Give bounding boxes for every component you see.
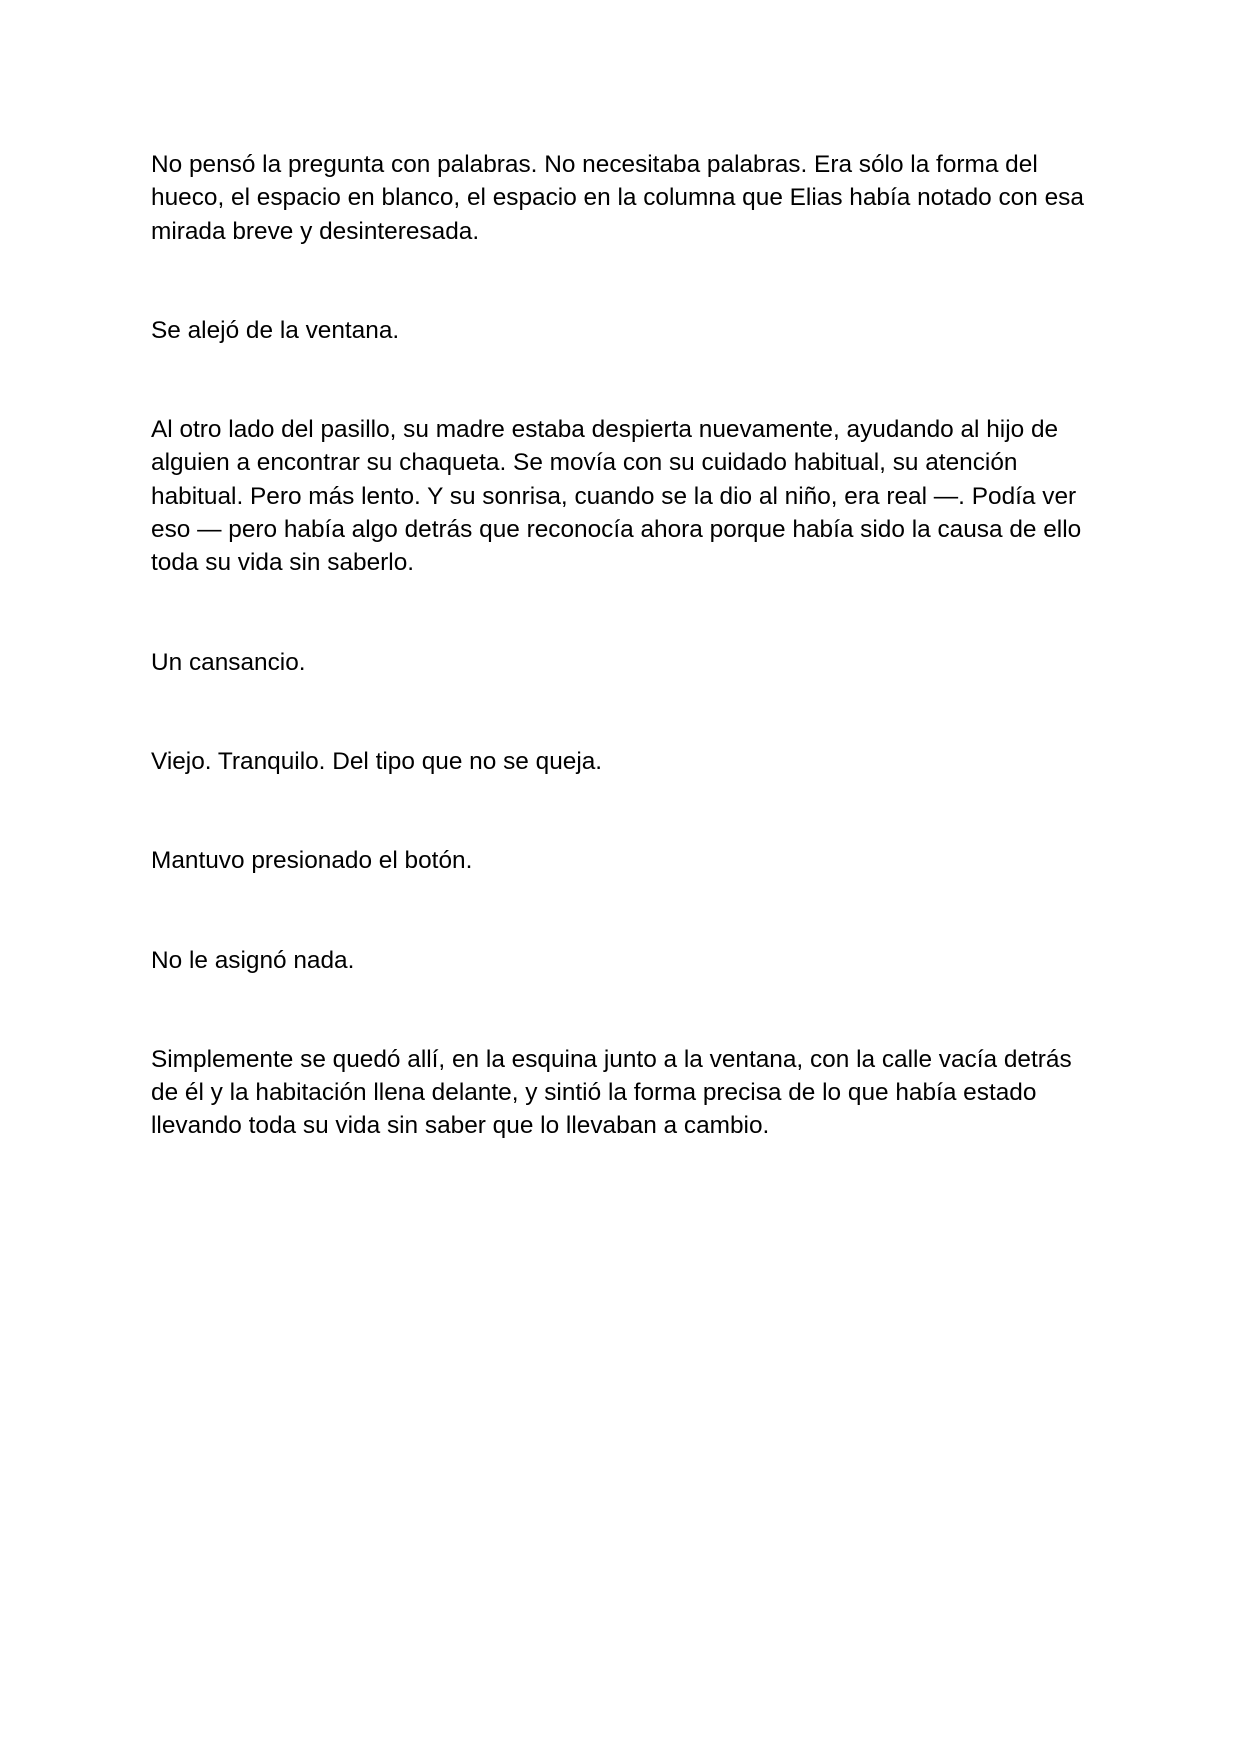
paragraph: Un cansancio. <box>151 648 306 676</box>
paragraph: No le asignó nada. <box>151 946 355 974</box>
paragraph: Simplemente se quedó allí, en la esquina junto a la ventana, con la calle vacía detrás de él y la habitación llena delante, y sintió la forma precisa de lo que había estado llevando toda su vida sin saber que lo llevaban a cambio. <box>151 1045 1072 1140</box>
paragraph: Mantuvo presionado el botón. <box>151 847 473 875</box>
paragraph: Al otro lado del pasillo, su madre estaba despierta nuevamente, ayudando al hijo de alguien a encontrar su chaqueta. Se movía con su cuidado habitual, su atención habitual. Pero más lento. Y su sonrisa, cuando se la dio al niño, era real —. Podía ver eso — pero había algo detrás que reconocía ahora porque había sido la causa de ello toda su vida sin saberlo. <box>151 416 1082 577</box>
paragraph: Se alejó de la ventana. <box>151 316 400 344</box>
paragraph: Viejo. Tranquilo. Del tipo que no se queja. <box>151 747 603 775</box>
paragraph: No pensó la pregunta con palabras. No necesitaba palabras. Era sólo la forma del hueco, el espacio en blanco, el espacio en la columna que Elias había notado con esa mirada breve y desinteresada. <box>151 151 1084 245</box>
document-body <box>151 148 1101 1143</box>
